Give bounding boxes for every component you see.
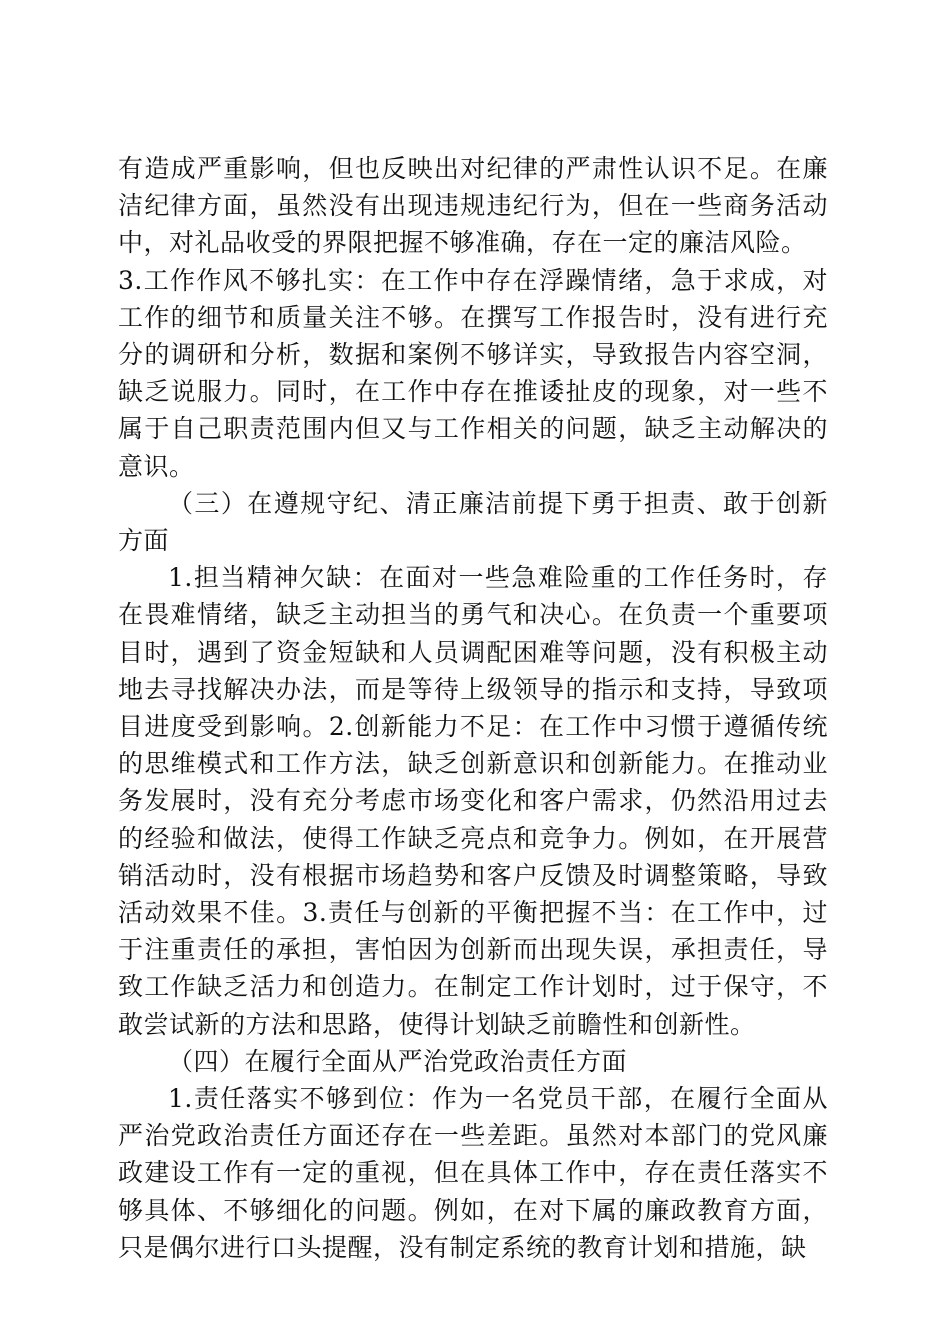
body-paragraph-work-style: 3.工作作风不够扎实：在工作中存在浮躁情绪，急于求成，对工作的细节和质量关注不够。在撰写工作报告时，没有进行充分的调研和分析，数据和案例不够详实，导致报告内容空洞，缺乏说服力。同时，在工作中存在推诿扯皮的现象，对一些不属于自己职责范围内但又与工作相关的问题，缺乏主动解决的意识。 [118,265,828,481]
section-heading-4: （四）在履行全面从严治党政治责任方面 [168,1046,628,1076]
body-paragraph-party-responsibility: 1.责任落实不够到位：作为一名党员干部，在履行全面从严治党政治责任方面还存在一些差距。虽然对本部门的党风廉政建设工作有一定的重视，但在具体工作中，存在责任落实不够具体、不够细化的问题。例如，在对下属的廉政教育方面，只是偶尔进行口头提醒，没有制定系统的教育计划和措施，缺 [118,1084,828,1262]
body-paragraph-responsibility-innovation: 1.担当精神欠缺：在面对一些急难险重的工作任务时，存在畏难情绪，缺乏主动担当的勇气和决心。在负责一个重要项目时，遇到了资金短缺和人员调配困难等问题，没有积极主动地去寻找解决办法，而是等待上级领导的指示和支持，导致项目进度受到影响。2.创新能力不足：在工作中习惯于遵循传统的思维模式和工作方法，缺乏创新意识和创新能力。在推动业务发展时，没有充分考虑市场变化和客户需求，仍然沿用过去的经验和做法，使得工作缺乏亮点和竞争力。例如，在开展营销活动时，没有根据市场趋势和客户反馈及时调整策略，导致活动效果不佳。3.责任与创新的平衡把握不当：在工作中，过于注重责任的承担，害怕因为创新而出现失误，承担责任，导致工作缺乏活力和创造力。在制定工作计划时，过于保守，不敢尝试新的方法和思路，使得计划缺乏前瞻性和创新性。 [118,563,828,1039]
body-paragraph-continuation: 有造成严重影响，但也反映出对纪律的严肃性认识不足。在廉洁纪律方面，虽然没有出现违规违纪行为，但在一些商务活动中，对礼品收受的界限把握不够准确，存在一定的廉洁风险。 [118,154,828,258]
section-heading-3: （三）在遵规守纪、清正廉洁前提下勇于担责、敢于创新方面 [118,488,828,556]
document-page [118,150,828,1266]
